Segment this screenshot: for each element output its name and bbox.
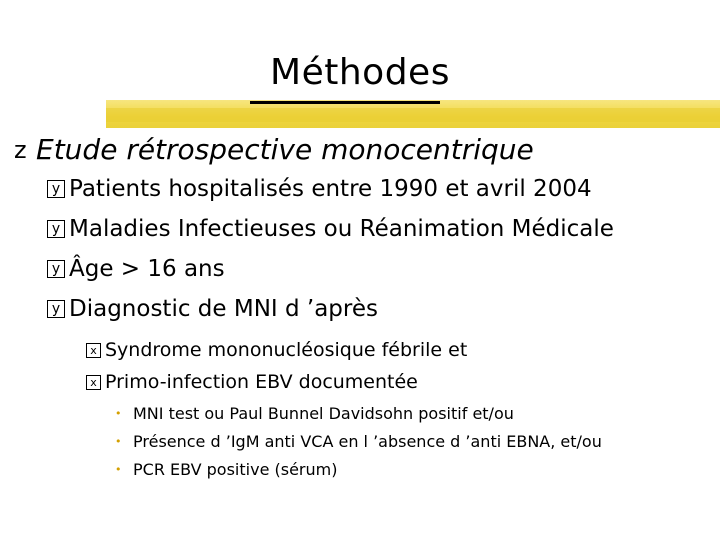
heading-text: Etude rétrospective monocentrique <box>36 133 534 166</box>
z-bullet-icon: z <box>14 135 27 164</box>
checkbox-y-icon: y <box>47 260 65 278</box>
checkbox-y-icon: y <box>47 220 65 238</box>
list-item-text: Diagnostic de MNI d ’après <box>69 296 378 322</box>
dot-bullet-icon: • <box>115 463 122 476</box>
dot-bullet-icon: • <box>115 435 122 448</box>
checkbox-y-icon: y <box>47 300 65 318</box>
sub-list-item-text: Primo-infection EBV documentée <box>105 371 418 393</box>
sub-list-item-text: Syndrome mononucléosique fébrile et <box>105 339 468 361</box>
detail-item-text: MNI test ou Paul Bunnel Davidsohn positif et/ou <box>133 404 514 423</box>
sub-list-item <box>86 371 418 393</box>
list-item <box>47 176 592 202</box>
list-item-text: Âge > 16 ans <box>69 256 225 282</box>
sub-list-item <box>86 339 467 361</box>
title-highlight-shade <box>106 108 720 122</box>
list-item <box>47 296 378 322</box>
list-item <box>47 256 225 282</box>
list-item <box>47 216 614 242</box>
checkbox-y-icon: y <box>47 180 65 198</box>
list-item-text: Patients hospitalisés entre 1990 et avril 2004 <box>69 176 592 202</box>
checkbox-x-icon: x <box>86 375 101 390</box>
dot-bullet-icon: • <box>115 407 122 420</box>
slide-title: Méthodes <box>270 52 450 93</box>
list-item-text: Maladies Infectieuses ou Réanimation Médicale <box>69 216 614 242</box>
detail-item <box>115 460 337 479</box>
checkbox-x-icon: x <box>86 343 101 358</box>
detail-item <box>115 404 514 423</box>
detail-item <box>115 432 602 451</box>
detail-item-text: Présence d ’IgM anti VCA en l ’absence d ’anti EBNA, et/ou <box>133 432 602 451</box>
detail-item-text: PCR EBV positive (sérum) <box>133 460 338 479</box>
title-underline <box>250 101 440 104</box>
heading-bullet <box>14 133 534 166</box>
